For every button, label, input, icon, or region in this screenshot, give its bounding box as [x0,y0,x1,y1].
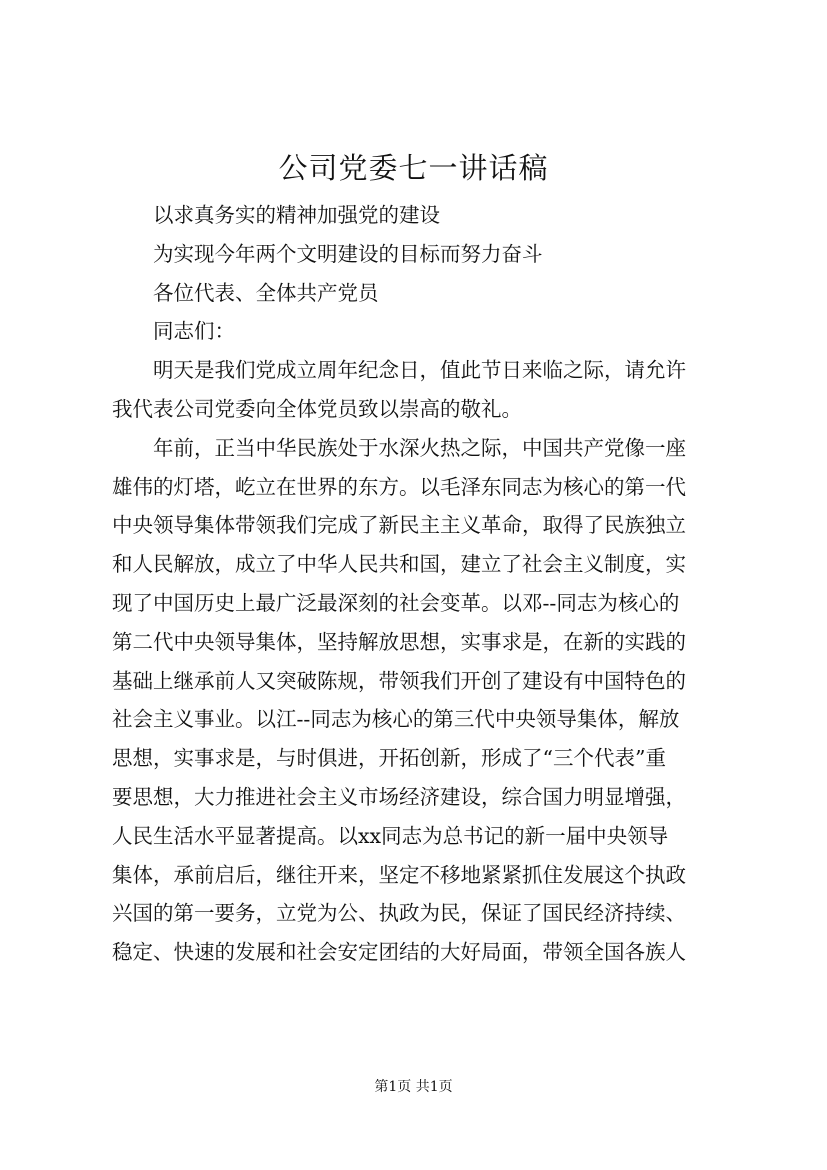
text-line: 我代表公司党委向全体党员致以崇高的敬礼。 [112,396,522,421]
text-line: 年前，正当中华民族处于水深火热之际，中国共产党像一座 [153,435,686,460]
text-line: 人民生活水平显著提高。以xx同志为总书记的新一届中央领导 [112,823,669,848]
text-line: 第二代中央领导集体，坚持解放思想，实事求是，在新的实践的 [112,629,686,654]
text-line: 同志们： [153,319,235,344]
document-body [112,196,724,972]
text-line: 为实现今年两个文明建设的目标而努力奋斗 [153,241,543,266]
text-line: 中央领导集体带领我们完成了新民主主义革命，取得了民族独立 [112,513,686,538]
text-line: 思想，实事求是，与时俱进，开拓创新，形成了“三个代表”重 [112,746,666,771]
text-line: 基础上继承前人又突破陈规，带领我们开创了建设有中国特色的 [112,668,686,693]
text-line: 以求真务实的精神加强党的建设 [153,203,440,227]
text-line: 稳定、快速的发展和社会安定团结的大好局面，带领全国各族人 [112,940,686,965]
text-line: 明天是我们党成立周年纪念日，值此节日来临之际，请允许 [153,358,686,383]
text-line: 集体，承前启后，继往开来，坚定不移地紧紧抓住发展这个执政 [112,862,686,887]
text-line: 要思想，大力推进社会主义市场经济建设，综合国力明显增强， [112,784,686,809]
text-line: 社会主义事业。以江--同志为核心的第三代中央领导集体，解放 [112,707,680,732]
text-line: 现了中国历史上最广泛最深刻的社会变革。以邓--同志为核心的 [112,590,680,615]
text-line: 雄伟的灯塔，屹立在世界的东方。以毛泽东同志为核心的第一代 [112,474,686,499]
text-line: 各位代表、全体共产党员 [153,280,379,305]
text-line: 和人民解放，成立了中华人民共和国，建立了社会主义制度，实 [112,552,686,577]
document-title: 公司党委七一讲话稿 [278,151,549,185]
page-footer: 第1页 共1页 [374,1079,453,1095]
text-line: 兴国的第一要务，立党为公、执政为民，保证了国民经济持续、 [112,901,686,926]
